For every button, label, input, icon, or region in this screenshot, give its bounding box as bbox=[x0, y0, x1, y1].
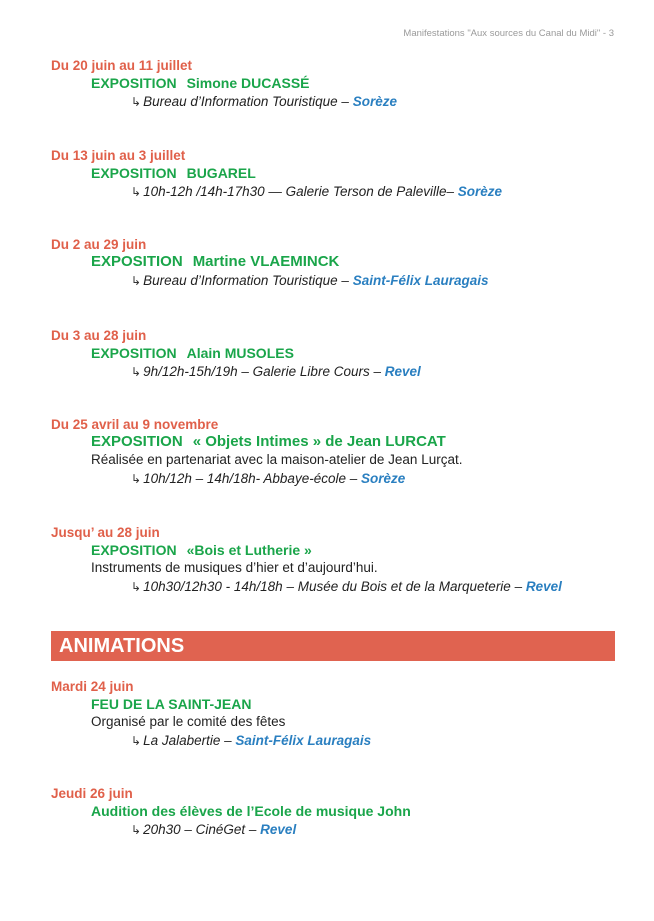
event-title bbox=[91, 253, 621, 271]
event-name: Simone DUCASSÉ bbox=[186, 75, 310, 91]
event-date: Du 20 juin au 11 juillet bbox=[51, 58, 193, 73]
event-description: Organisé par le comité des fêtes bbox=[91, 714, 286, 729]
animation-item bbox=[51, 785, 621, 840]
event-place: Saint-Félix Lauragais bbox=[235, 733, 372, 748]
event-item bbox=[51, 524, 621, 597]
event-info-text: 10h/12h – 14h/18h- Abbaye-école – bbox=[143, 471, 358, 486]
event-title bbox=[91, 433, 621, 451]
event-item bbox=[51, 236, 621, 291]
event-date: Jeudi 26 juin bbox=[51, 786, 133, 801]
event-place: Sorèze bbox=[457, 184, 503, 199]
event-date: Jusqu’ au 28 juin bbox=[51, 525, 160, 540]
arrow-icon: ↳ bbox=[131, 185, 142, 199]
arrow-icon: ↳ bbox=[131, 95, 142, 109]
event-date: Du 2 au 29 juin bbox=[51, 237, 147, 252]
event-label: EXPOSITION bbox=[91, 75, 177, 91]
event-info-text: 20h30 – CinéGet – bbox=[143, 822, 257, 837]
event-info bbox=[131, 820, 621, 840]
event-item bbox=[51, 147, 621, 202]
arrow-icon: ↳ bbox=[131, 734, 142, 748]
event-info bbox=[131, 182, 621, 202]
arrow-icon: ↳ bbox=[131, 580, 142, 594]
event-name: Alain MUSOLES bbox=[186, 345, 294, 361]
event-name: BUGAREL bbox=[186, 165, 256, 181]
event-date: Du 3 au 28 juin bbox=[51, 328, 147, 343]
event-name: « Objets Intimes » de Jean LURCAT bbox=[192, 433, 446, 450]
event-title: FEU DE LA SAINT-JEAN bbox=[91, 696, 252, 712]
event-info bbox=[131, 271, 621, 291]
event-title bbox=[91, 344, 621, 362]
event-title bbox=[91, 164, 621, 182]
event-info bbox=[131, 577, 621, 597]
event-info-text: 9h/12h-15h/19h – Galerie Libre Cours – bbox=[143, 364, 381, 379]
event-place: Revel bbox=[525, 579, 562, 594]
event-info-text: 10h-12h /14h-17h30 — Galerie Terson de Paleville– bbox=[143, 184, 455, 199]
event-label: EXPOSITION bbox=[91, 345, 177, 361]
event-date: Mardi 24 juin bbox=[51, 679, 134, 694]
event-date: Du 13 juin au 3 juillet bbox=[51, 148, 186, 163]
event-info-text: La Jalabertie – bbox=[143, 733, 232, 748]
event-label: EXPOSITION bbox=[91, 542, 177, 558]
event-name: «Bois et Lutherie » bbox=[186, 542, 312, 558]
event-place: Sorèze bbox=[361, 471, 406, 486]
animation-item bbox=[51, 678, 621, 751]
event-info-text: Bureau d’Information Touristique – bbox=[143, 94, 349, 109]
event-item bbox=[51, 57, 621, 112]
arrow-icon: ↳ bbox=[131, 365, 142, 379]
arrow-icon: ↳ bbox=[131, 274, 142, 288]
event-place: Sorèze bbox=[352, 94, 397, 109]
event-label: EXPOSITION bbox=[91, 433, 183, 450]
event-place: Saint-Félix Lauragais bbox=[352, 273, 489, 288]
event-name: Martine VLAEMINCK bbox=[192, 253, 340, 270]
event-info bbox=[131, 469, 621, 489]
event-place: Revel bbox=[384, 364, 421, 379]
animations-section-title: ANIMATIONS bbox=[51, 631, 615, 661]
event-info bbox=[131, 92, 621, 112]
event-info-text: Bureau d’Information Touristique – bbox=[143, 273, 349, 288]
event-label: EXPOSITION bbox=[91, 253, 183, 270]
arrow-icon: ↳ bbox=[131, 472, 142, 486]
event-date: Du 25 avril au 9 novembre bbox=[51, 417, 219, 432]
event-info bbox=[131, 731, 621, 751]
event-info bbox=[131, 362, 621, 382]
event-title bbox=[91, 74, 621, 92]
event-item bbox=[51, 327, 621, 382]
page-header: Manifestations "Aux sources du Canal du Midi" - 3 bbox=[403, 28, 614, 39]
event-info-text: 10h30/12h30 - 14h/18h – Musée du Bois et de la Marqueterie – bbox=[143, 579, 523, 594]
event-item bbox=[51, 416, 621, 489]
event-title: Audition des élèves de l’Ecole de musique John bbox=[91, 803, 411, 819]
event-title bbox=[91, 541, 621, 559]
event-description: Réalisée en partenariat avec la maison-atelier de Jean Lurçat. bbox=[91, 452, 463, 467]
event-label: EXPOSITION bbox=[91, 165, 177, 181]
arrow-icon: ↳ bbox=[131, 823, 142, 837]
event-description: Instruments de musiques d’hier et d’aujourd’hui. bbox=[91, 560, 378, 575]
event-place: Revel bbox=[260, 822, 297, 837]
